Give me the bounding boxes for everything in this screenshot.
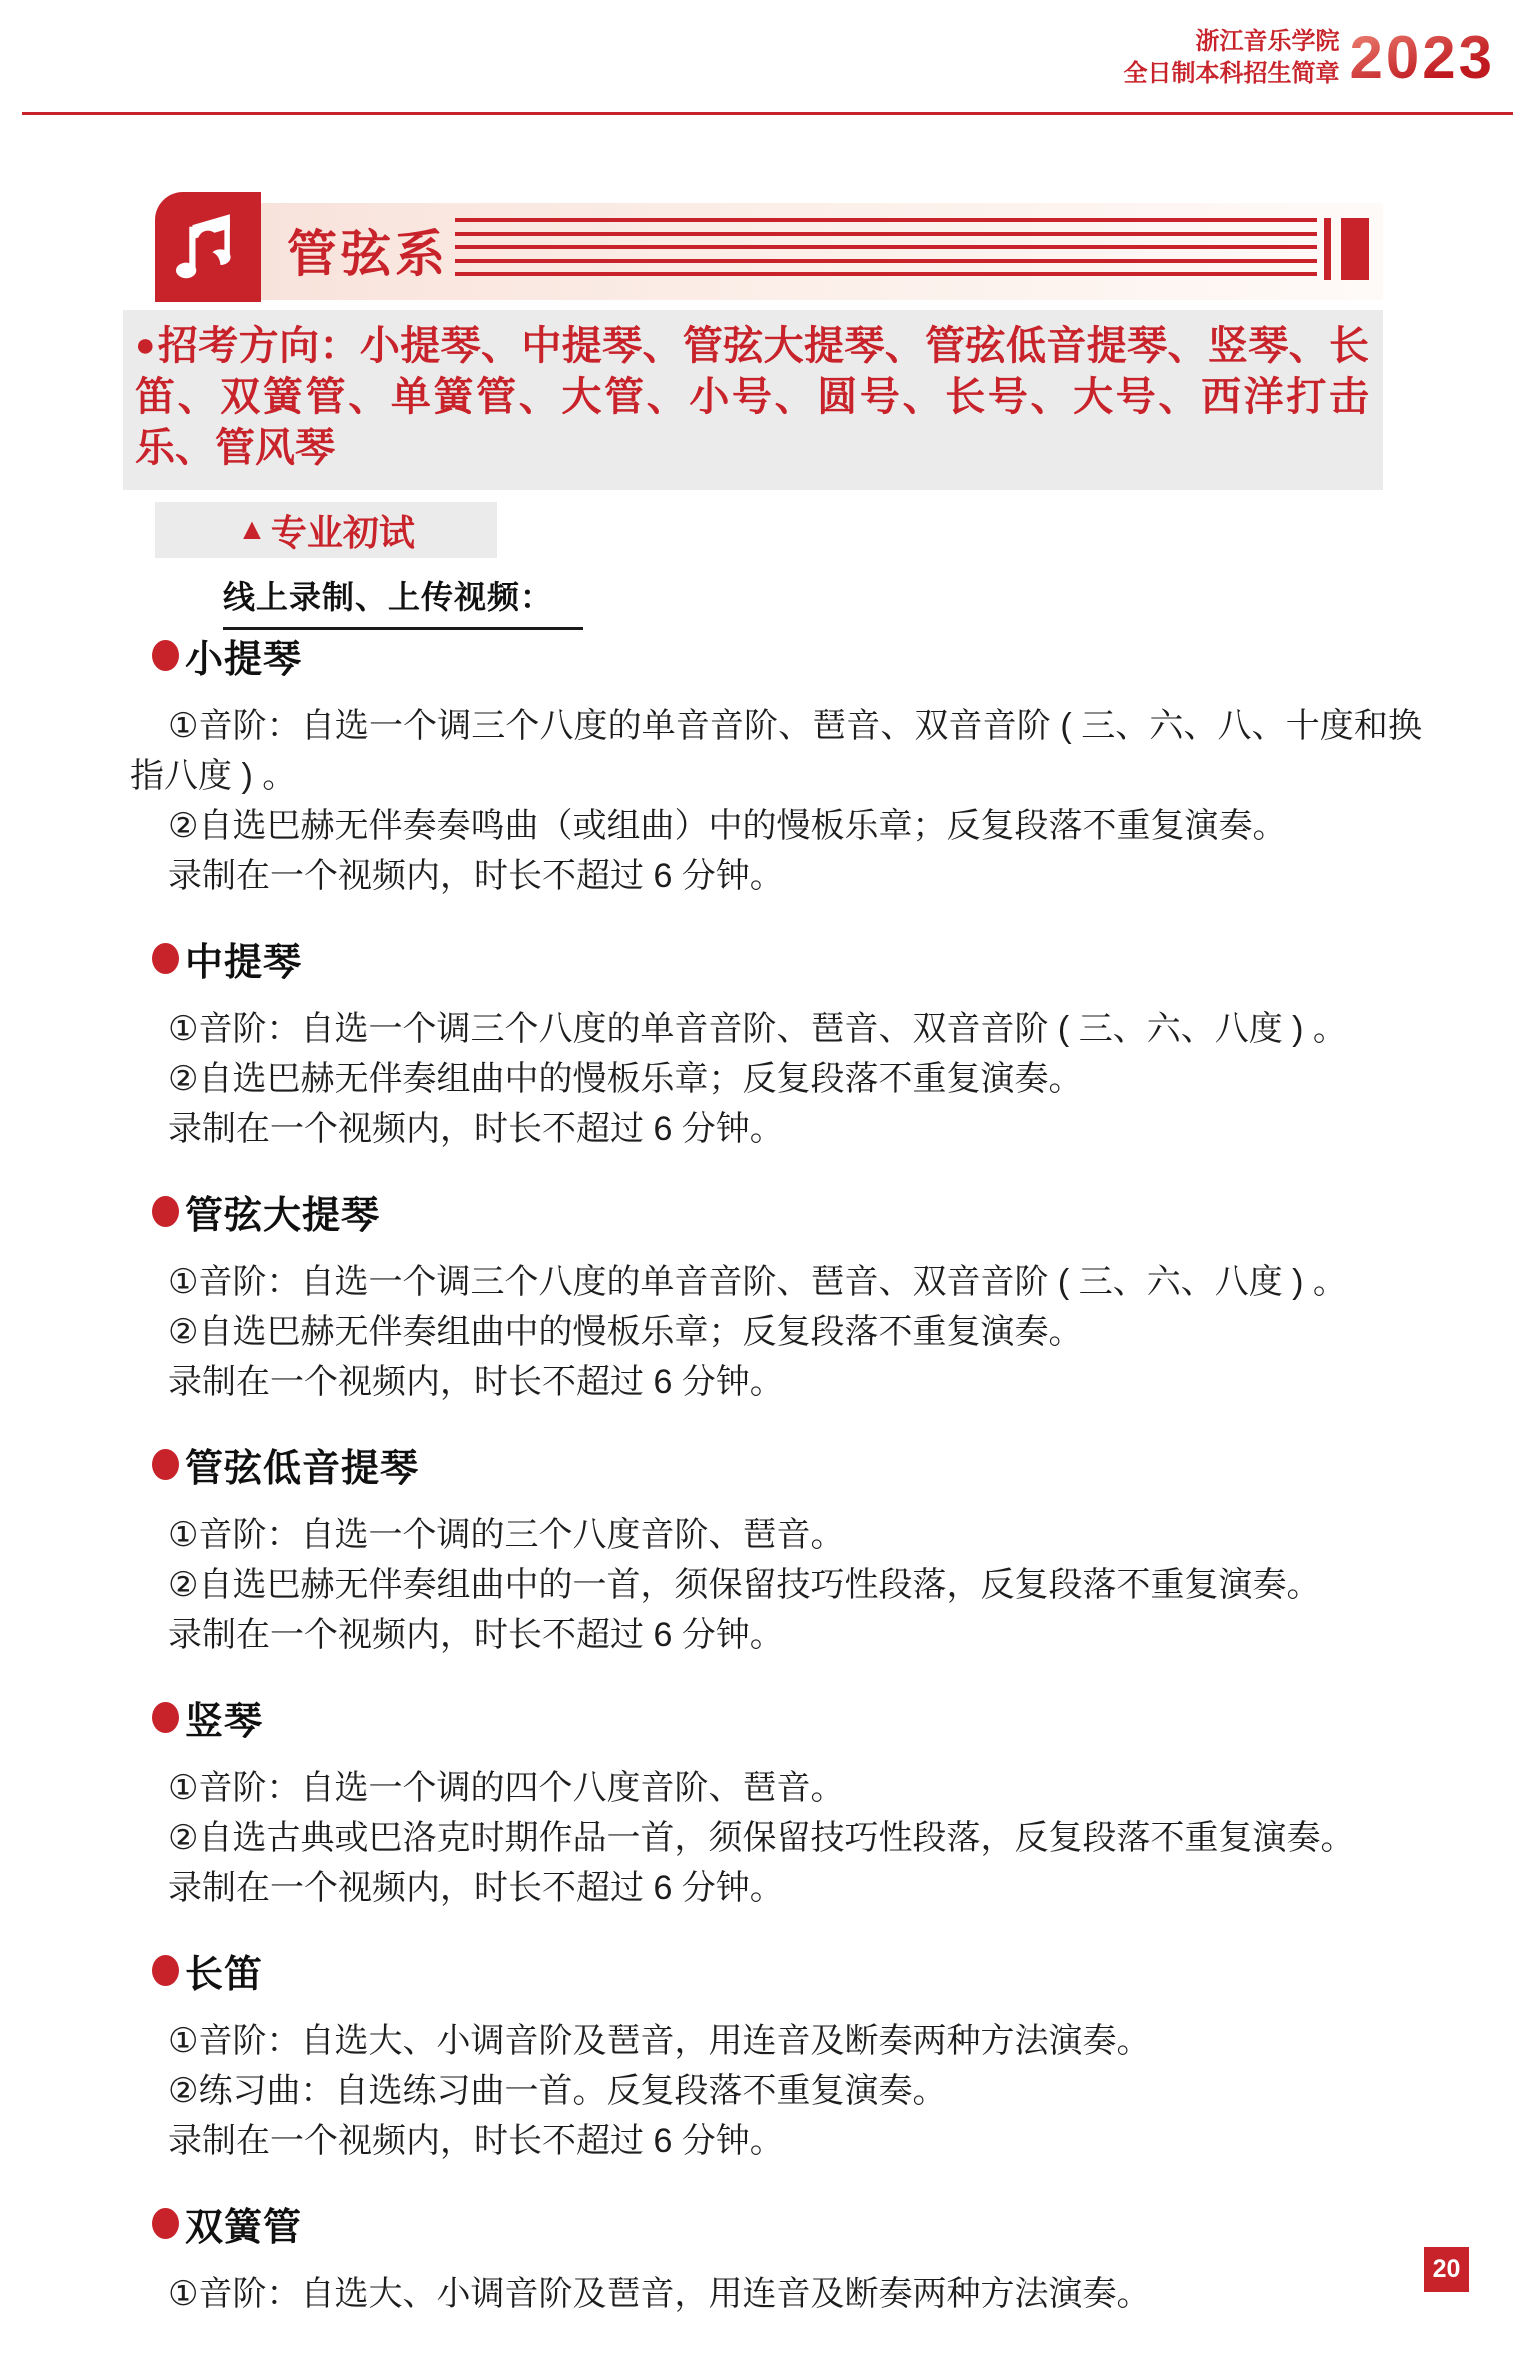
instrument-requirements <box>130 1510 1422 1660</box>
requirement-line: 录制在一个视频内，时长不超过 6 分钟。 <box>168 1869 784 1907</box>
instrument-requirements <box>130 1257 1422 1407</box>
staff-end-bar-thin <box>1324 218 1331 280</box>
requirement-line: 录制在一个视频内，时长不超过 6 分钟。 <box>168 1363 784 1401</box>
requirement-line: 录制在一个视频内，时长不超过 6 分钟。 <box>168 1616 784 1654</box>
instrument-requirements <box>130 1004 1422 1154</box>
instrument-title-row <box>152 2196 1422 2251</box>
requirement-line: ②自选巴赫无伴奏组曲中的慢板乐章；反复段落不重复演奏。 <box>168 1313 1083 1351</box>
bullet-icon <box>152 1449 179 1480</box>
requirement-line: ②练习曲：自选练习曲一首。反复段落不重复演奏。 <box>168 2072 947 2110</box>
staff-line <box>455 259 1317 263</box>
staff-line <box>455 272 1317 276</box>
instrument-title-row <box>152 931 1422 986</box>
staff-lines-decor <box>455 218 1317 276</box>
music-note-icon <box>155 192 261 302</box>
instrument-name: 竖琴 <box>185 1701 264 1743</box>
header-divider <box>22 112 1513 115</box>
bullet-icon <box>152 1196 179 1227</box>
staff-end-bar-thick <box>1341 218 1369 280</box>
requirement-line: ②自选巴赫无伴奏奏鸣曲（或组曲）中的慢板乐章；反复段落不重复演奏。 <box>168 807 1287 845</box>
brochure-subtitle: 全日制本科招生简章 <box>1123 60 1340 87</box>
instruments-list <box>130 628 1422 2319</box>
exam-subtitle: 线上录制、上传视频： <box>223 572 583 630</box>
instrument-name: 双簧管 <box>185 2207 303 2249</box>
instrument-requirements <box>130 701 1422 901</box>
instrument-title-row <box>152 1184 1422 1239</box>
school-name: 浙江音乐学院 <box>1195 28 1340 55</box>
instrument-requirements <box>130 2269 1422 2319</box>
requirement-line: ①音阶：自选大、小调音阶及琶音，用连音及断奏两种方法演奏。 <box>168 2022 1151 2060</box>
instrument-name: 小提琴 <box>185 639 303 681</box>
department-title: 管弦系 <box>287 226 449 282</box>
instrument-title-row <box>152 1943 1422 1998</box>
staff-line <box>455 218 1317 222</box>
requirement-line: ②自选巴赫无伴奏组曲中的一首，须保留技巧性段落，反复段落不重复演奏。 <box>168 1566 1321 1604</box>
staff-line <box>455 245 1317 249</box>
requirement-line: ②自选古典或巴洛克时期作品一首，须保留技巧性段落，反复段落不重复演奏。 <box>168 1819 1355 1857</box>
staff-line <box>455 232 1317 236</box>
requirement-line: 录制在一个视频内，时长不超过 6 分钟。 <box>168 2122 784 2160</box>
instrument-requirements <box>130 1763 1422 1913</box>
bullet-icon <box>152 2208 179 2239</box>
requirement-line: ①音阶：自选一个调三个八度的单音音阶、琶音、双音音阶 ( 三、六、八度 ) 。 <box>168 1010 1347 1048</box>
instrument-name: 管弦低音提琴 <box>185 1448 420 1490</box>
year-label: 2023 <box>1349 24 1495 91</box>
instrument-requirements <box>130 2016 1422 2166</box>
bullet-icon <box>152 1702 179 1733</box>
exam-section-header <box>155 502 497 558</box>
triangle-icon: ▲ <box>237 513 267 546</box>
requirement-line: ①音阶：自选一个调的三个八度音阶、琶音。 <box>168 1516 845 1554</box>
bullet-icon <box>152 1955 179 1986</box>
requirement-line: ①音阶：自选一个调三个八度的单音音阶、琶音、双音音阶 ( 三、六、八、十度和换指八度 ) 。 <box>130 707 1422 795</box>
instrument-title-row <box>152 1690 1422 1745</box>
header-text <box>1124 26 1340 90</box>
bullet-icon: ● <box>135 326 156 364</box>
requirement-line: 录制在一个视频内，时长不超过 6 分钟。 <box>168 1110 784 1148</box>
instrument-title-row <box>152 1437 1422 1492</box>
exam-section-title: 专业初试 <box>270 511 415 553</box>
requirement-line: ①音阶：自选一个调三个八度的单音音阶、琶音、双音音阶 ( 三、六、八度 ) 。 <box>168 1263 1347 1301</box>
bullet-icon <box>152 640 179 671</box>
requirement-line: ②自选巴赫无伴奏组曲中的慢板乐章；反复段落不重复演奏。 <box>168 1060 1083 1098</box>
admission-directions-box <box>123 310 1383 490</box>
admission-directions-text: 招考方向：小提琴、中提琴、管弦大提琴、管弦低音提琴、竖琴、长笛、双簧管、单簧管、大管、小号、圆号、长号、大号、西洋打击乐、管风琴 <box>135 324 1369 470</box>
instrument-name: 管弦大提琴 <box>185 1195 381 1237</box>
page-number-badge: 20 <box>1424 2247 1469 2292</box>
requirement-line: ①音阶：自选一个调的四个八度音阶、琶音。 <box>168 1769 845 1807</box>
instrument-name: 中提琴 <box>185 942 303 984</box>
instrument-name: 长笛 <box>185 1954 264 1996</box>
department-banner <box>155 192 1383 302</box>
page-header <box>1124 26 1495 90</box>
instrument-title-row <box>152 628 1422 683</box>
bullet-icon <box>152 943 179 974</box>
requirement-line: 录制在一个视频内，时长不超过 6 分钟。 <box>168 857 784 895</box>
requirement-line: ①音阶：自选大、小调音阶及琶音，用连音及断奏两种方法演奏。 <box>168 2275 1151 2313</box>
